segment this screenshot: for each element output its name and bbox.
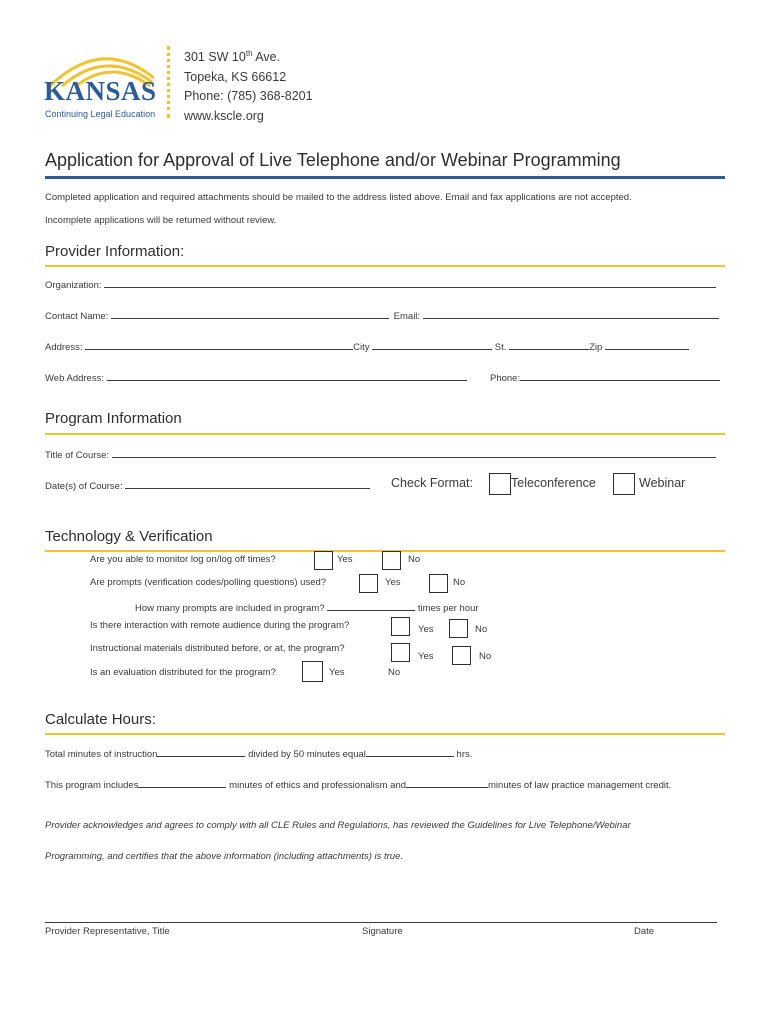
st-label: St. <box>494 342 507 353</box>
contact-row <box>45 309 719 322</box>
divided-label: divided by 50 minutes equal <box>248 749 366 760</box>
q3-row <box>135 601 479 614</box>
q1-no-checkbox[interactable] <box>382 551 401 570</box>
course-title-label: Title of Course: <box>45 450 110 461</box>
q5-label: Instructional materials distributed before, or at, the program? <box>90 643 345 654</box>
program-includes-label: This program includes <box>45 780 139 791</box>
zip-field[interactable] <box>605 340 689 350</box>
logo <box>42 42 162 122</box>
address-phone: Phone: (785) 368-8201 <box>184 89 313 104</box>
q2-yes-checkbox[interactable] <box>359 574 378 593</box>
web-address-label: Web Address: <box>45 373 104 384</box>
organization-field[interactable] <box>104 278 716 288</box>
organization-row <box>45 278 716 291</box>
address-row <box>45 340 689 353</box>
organization-label: Organization: <box>45 280 102 291</box>
lpm-label: minutes of law practice management credit. <box>488 780 672 791</box>
q5-no-checkbox[interactable] <box>452 646 471 665</box>
q4-yes-label: Yes <box>418 624 434 635</box>
title-underline <box>45 176 725 179</box>
logo-text: KANSAS <box>44 76 157 106</box>
rep-title-label: Provider Representative, Title <box>45 926 170 937</box>
q4-no-label: No <box>475 624 488 635</box>
address-line-1: 301 SW 10th Ave. <box>184 49 281 65</box>
hours-row-1 <box>45 747 472 760</box>
q6-no-label: No <box>388 667 401 678</box>
q2-yes-label: Yes <box>385 577 401 588</box>
ack-line-2: Programming, and certifies that the above information (including attachments) is true. <box>45 851 404 862</box>
address-line-2: Topeka, KS 66612 <box>184 69 287 84</box>
lpm-minutes-field[interactable] <box>406 778 488 788</box>
phone-row <box>490 371 720 384</box>
signature-label: Signature <box>362 926 403 937</box>
header-address <box>184 44 313 126</box>
intro-line-1: Completed application and required attachments should be mailed to the address listed above. Email and fax applications are not accepted. <box>45 192 632 203</box>
q3-prompts-field[interactable] <box>327 601 415 611</box>
course-dates-label: Date(s) of Course: <box>45 481 123 492</box>
course-title-field[interactable] <box>112 448 716 458</box>
address-label: Address: <box>45 342 83 353</box>
webinar-checkbox[interactable] <box>613 473 635 495</box>
date-label: Date <box>634 926 655 937</box>
provider-heading: Provider Information: <box>45 243 185 260</box>
phone-label: Phone: <box>490 373 521 384</box>
st-field[interactable] <box>509 340 589 350</box>
webinar-label: Webinar <box>639 476 686 490</box>
q2-no-checkbox[interactable] <box>429 574 448 593</box>
zip-label: Zip <box>589 342 603 353</box>
q2-no-label: No <box>453 577 466 588</box>
email-field[interactable] <box>423 309 719 319</box>
hours-underline <box>45 733 725 735</box>
ethics-label: minutes of ethics and professionalism and <box>229 780 407 791</box>
course-title-row <box>45 448 716 461</box>
q3-label: How many prompts are included in program? <box>135 603 325 614</box>
q3-suffix: times per hour <box>417 603 479 614</box>
hours-heading: Calculate Hours: <box>45 711 156 728</box>
intro-line-2: Incomplete applications will be returned without review. <box>45 215 277 226</box>
q5-no-label: No <box>479 651 492 662</box>
city-field[interactable] <box>372 340 492 350</box>
q2-label: Are prompts (verification codes/polling questions) used? <box>90 577 327 588</box>
program-underline <box>45 433 725 435</box>
address-website[interactable]: www.kscle.org <box>184 108 264 123</box>
check-format-label: Check Format: <box>391 476 473 490</box>
logo-subtitle: Continuing Legal Education <box>45 109 156 119</box>
q4-yes-checkbox[interactable] <box>391 617 410 636</box>
tech-heading: Technology & Verification <box>45 528 213 545</box>
total-minutes-field[interactable] <box>157 747 245 757</box>
contact-name-field[interactable] <box>111 309 389 319</box>
q5-yes-label: Yes <box>418 651 434 662</box>
q4-no-checkbox[interactable] <box>449 619 468 638</box>
address-field[interactable] <box>85 340 353 350</box>
page-title: Application for Approval of Live Telephone and/or Webinar Programming <box>45 150 621 170</box>
q5-yes-checkbox[interactable] <box>391 643 410 662</box>
hours-result-field[interactable] <box>366 747 454 757</box>
provider-underline <box>45 265 725 267</box>
q1-yes-label: Yes <box>337 554 353 565</box>
q6-yes-label: Yes <box>329 667 345 678</box>
teleconference-label: Teleconference <box>511 476 596 490</box>
ack-line-1: Provider acknowledges and agrees to comply with all CLE Rules and Regulations, has reviewed the Guidelines for Live Telephone/Webinar <box>45 820 631 831</box>
phone-field[interactable] <box>520 371 720 381</box>
signature-line[interactable] <box>45 922 717 923</box>
q6-label: Is an evaluation distributed for the program? <box>90 667 276 678</box>
web-address-field[interactable] <box>107 371 467 381</box>
q6-yes-checkbox[interactable] <box>302 661 323 682</box>
program-heading: Program Information <box>45 410 182 427</box>
email-label: Email: <box>393 311 421 322</box>
q1-no-label: No <box>408 554 421 565</box>
q1-yes-checkbox[interactable] <box>314 551 333 570</box>
hours-row-2 <box>45 778 671 791</box>
course-dates-row <box>45 479 370 492</box>
contact-name-label: Contact Name: <box>45 311 109 322</box>
city-label: City <box>353 342 370 353</box>
web-row <box>45 371 467 384</box>
header-divider <box>167 46 170 118</box>
q1-label: Are you able to monitor log on/log off times? <box>90 554 276 565</box>
total-minutes-label: Total minutes of instruction <box>45 749 158 760</box>
ethics-minutes-field[interactable] <box>138 778 226 788</box>
hrs-label: hrs. <box>456 749 473 760</box>
course-dates-field[interactable] <box>125 479 370 489</box>
q4-label: Is there interaction with remote audience during the program? <box>90 620 350 631</box>
teleconference-checkbox[interactable] <box>489 473 511 495</box>
